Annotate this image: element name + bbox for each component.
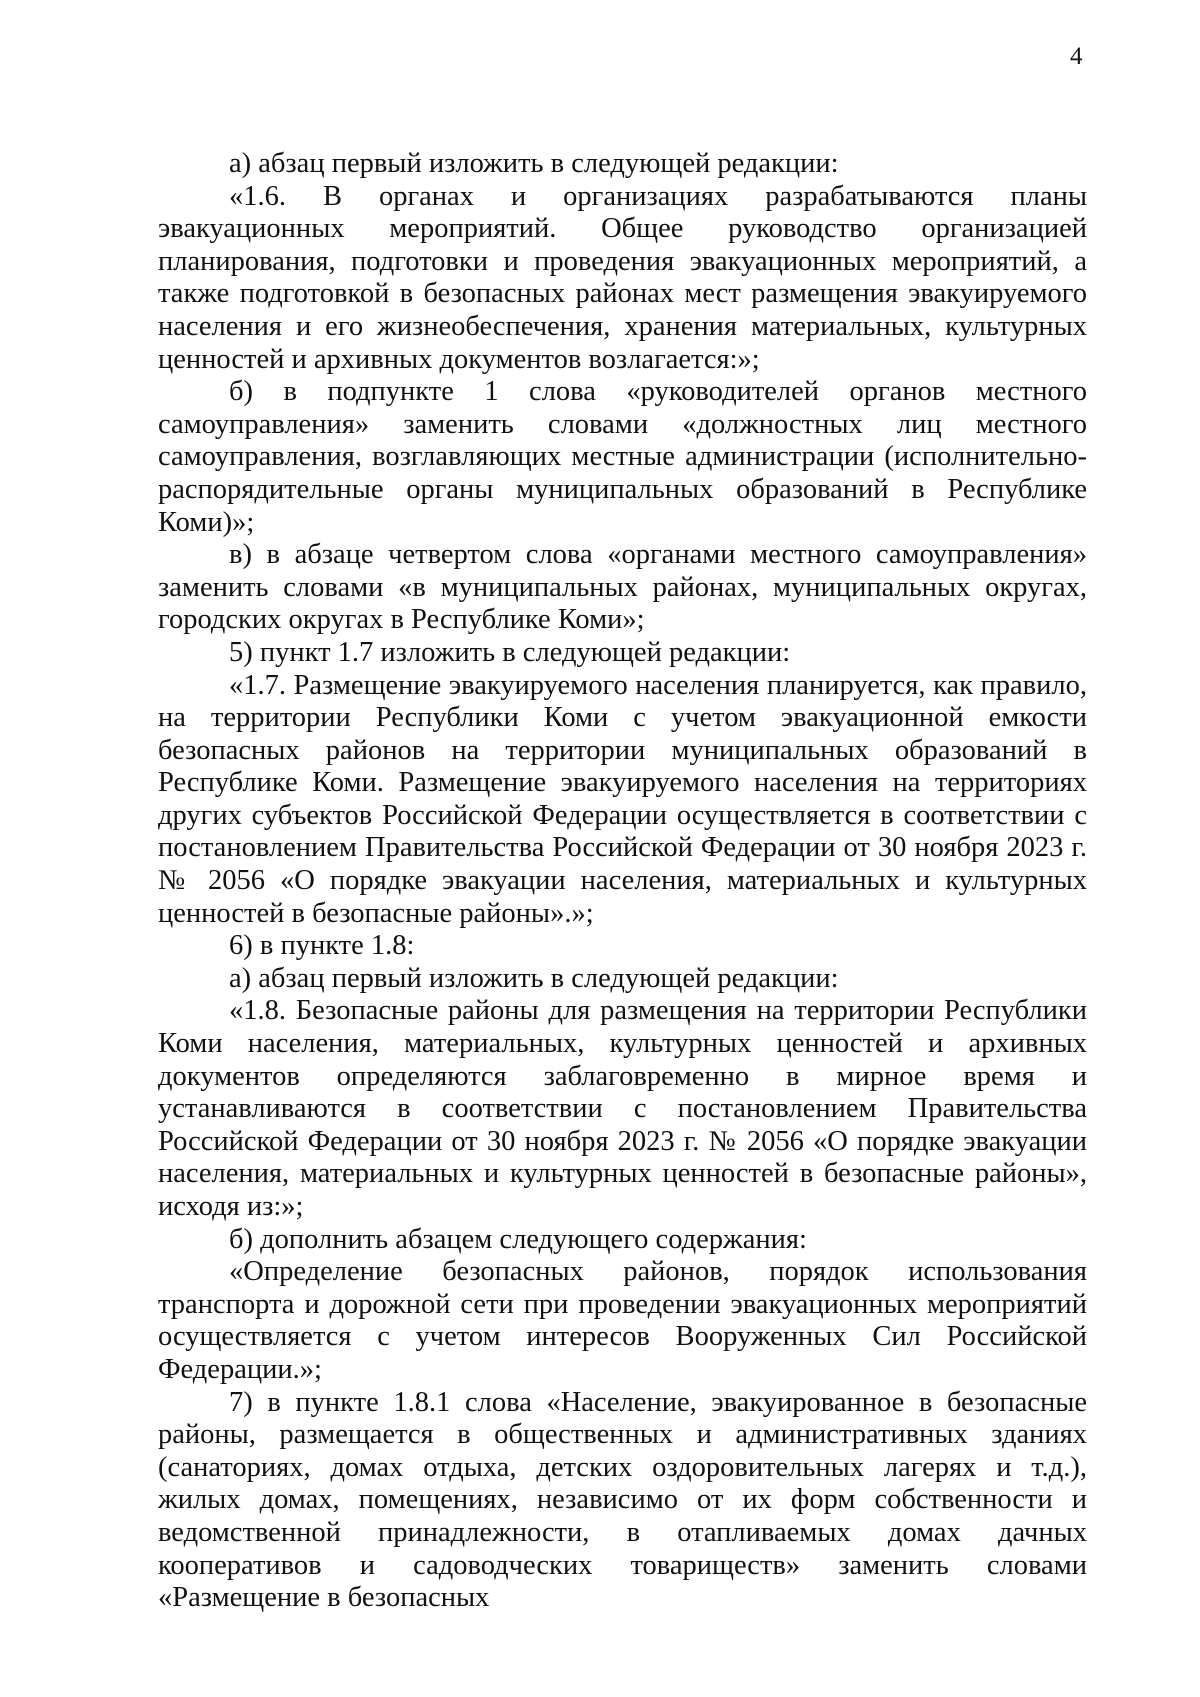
- paragraph-subitem-a-first: а) абзац первый изложить в следующей редакции:: [229, 148, 839, 179]
- paragraph-subitem-v: в) в абзаце четвертом слова «органами местного самоуправления» заменить словами «в муниципальных районах, муниципальных округах, городских округах в Республике Коми»;: [158, 539, 1087, 636]
- paragraph-quote-1-6: «1.6. В органах и организациях разрабатываются планы эвакуационных мероприятий. Общее руководство организацией планирования, подготовки и проведения эвакуационных мероприятий, а также подготовкой в безопасных районах мест размещения эвакуируемого населения и его жизнеобеспечения, хранения материальных, культурных ценностей и архивных документов возлагается:»;: [158, 180, 1087, 375]
- paragraph-item-6: 6) в пункте 1.8:: [229, 930, 415, 962]
- paragraph-item-5: 5) пункт 1.7 изложить в следующей редакции:: [229, 636, 791, 668]
- paragraph-quote-1-8: «1.8. Безопасные районы для размещения на территории Республики Коми населения, материальных, культурных ценностей и архивных документов определяются заблаговременно в мирное время и устанавливаются в соответствии с постановлением Правительства Российской Федерации от 30 ноября 2023 г. № 2056 «О порядке эвакуации населения, материальных и культурных ценностей в безопасные районы», исходя из:»;: [158, 995, 1087, 1222]
- paragraph-quote-1-7: «1.7. Размещение эвакуируемого населения планируется, как правило, на территории Республики Коми с учетом эвакуационной емкости безопасных районов на территории муниципальных образований в Республике Коми. Размещение эвакуируемого населения на территориях других субъектов Российской Федерации осуществляется в соответствии с постановлением Правительства Российской Федерации от 30 ноября 2023 г. № 2056 «О порядке эвакуации населения, материальных и культурных ценностей в безопасные районы».»;: [158, 669, 1087, 929]
- paragraph-quote-definition: «Определение безопасных районов, порядок использования транспорта и дорожной сети при проведении эвакуационных мероприятий осуществляется с учетом интересов Вооруженных Сил Российской Федерации.»;: [158, 1256, 1087, 1385]
- page-number: 4: [1070, 43, 1083, 70]
- paragraph-subitem-b-second: б) дополнить абзацем следующего содержания:: [229, 1223, 807, 1255]
- document-body: [158, 148, 1087, 1615]
- paragraph-item-7: 7) в пункте 1.8.1 слова «Население, эвакуированное в безопасные районы, размещается в общественных и административных зданиях (санаториях, домах отдыха, детских оздоровительных лагерях и т.д.), жилых домах, помещениях, независимо от их форм собственности и ведомственной принадлежности, в отапливаемых домах дачных кооперативов и садоводческих товариществ» заменить словами «Размещение в безопасных: [158, 1386, 1087, 1614]
- paragraph-subitem-b: б) в подпункте 1 слова «руководителей органов местного самоуправления» заменить словами «должностных лиц местного самоуправления, возглавляющих местные администрации (исполнительно-распорядительные органы муниципальных образований в Республике Коми)»;: [158, 376, 1087, 538]
- paragraph-subitem-a-second: а) абзац первый изложить в следующей редакции:: [229, 962, 839, 994]
